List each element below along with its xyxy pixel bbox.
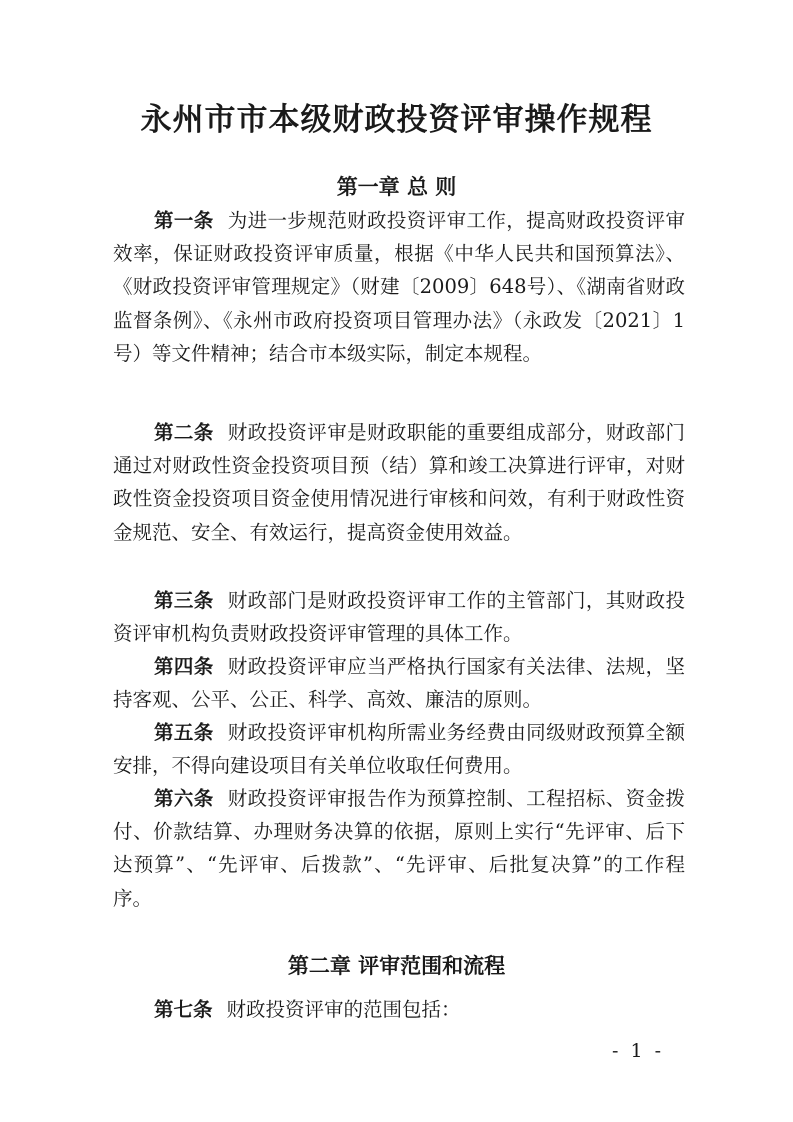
article-text: 财政投资评审的范围包括：	[226, 998, 461, 1021]
article-text: 财政投资评审机构所需业务经费由同级财政预算全额安排，不得向建设项目有关单位收取任何费用。	[113, 721, 685, 778]
article-label: 第四条	[154, 655, 214, 678]
article-text: 财政部门是财政投资评审工作的主管部门，其财政投资评审机构负责财政投资评审管理的具体工作。	[113, 589, 685, 646]
article-text: 为进一步规范财政投资评审工作，提高财政投资评审效率，保证财政投资评审质量，根据《中华人民共和国预算法》、《财政投资评审管理规定》（财建〔2009〕648号）、《湖南省财政监督条例》、《永州市政府投资项目管理办法》（永政发〔2021〕1号）等文件精神；结合市本级实际，制定本规程。	[113, 209, 685, 365]
article-2	[113, 416, 685, 549]
article-7	[113, 993, 685, 1026]
article-label: 第六条	[154, 787, 214, 810]
article-5	[113, 716, 685, 782]
article-6	[113, 782, 685, 915]
article-label: 第五条	[154, 721, 214, 744]
chapter-heading-general: 第一章 总 则	[336, 175, 457, 199]
document-title: 永州市市本级财政投资评审操作规程	[140, 102, 653, 138]
article-text: 财政投资评审应当严格执行国家有关法律、法规，坚持客观、公平、公正、科学、高效、廉洁的原则。	[113, 655, 685, 712]
article-text: 财政投资评审是财政职能的重要组成部分，财政部门通过对财政性资金投资项目预（结）算和竣工决算进行评审，对财政性资金投资项目资金使用情况进行审核和问效，有利于财政性资金规范、安全、有效运行，提高资金使用效益。	[113, 421, 685, 544]
article-label: 第二条	[154, 421, 214, 444]
article-text: 财政投资评审报告作为预算控制、工程招标、资金拨付、价款结算、办理财务决算的依据，原则上实行“先评审、后下达预算”、“先评审、后拨款”、“先评审、后批复决算”的工作程序。	[113, 787, 685, 910]
article-1	[113, 204, 685, 370]
page-number: - 1 -	[612, 1040, 665, 1062]
article-label: 第一条	[154, 209, 214, 232]
article-3	[113, 584, 685, 650]
chapter-heading-review-scope: 第二章 评审范围和流程	[287, 954, 506, 978]
article-label: 第七条	[154, 998, 213, 1021]
article-4	[113, 650, 685, 716]
article-label: 第三条	[154, 589, 214, 612]
